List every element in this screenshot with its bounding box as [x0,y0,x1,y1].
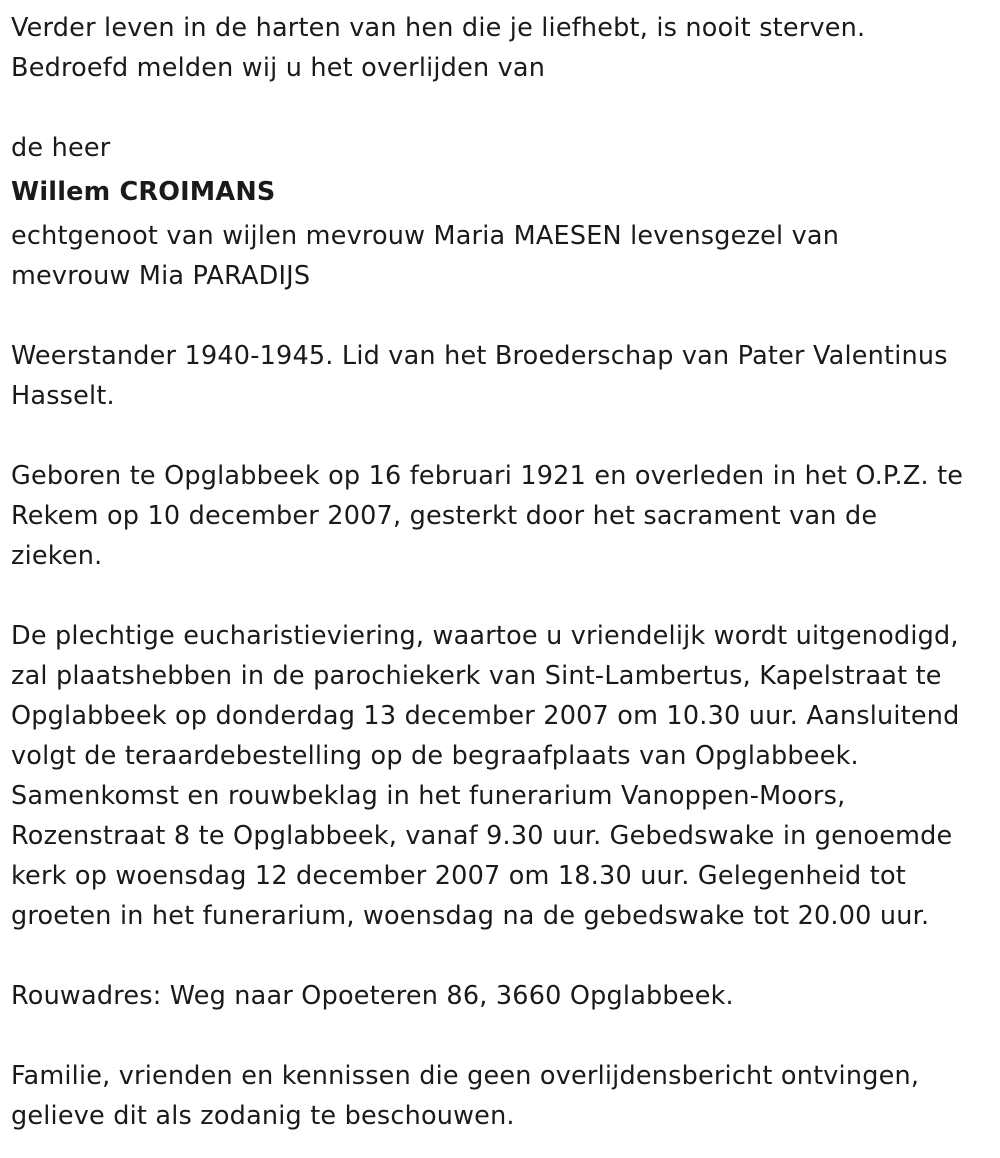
memberships-line: Weerstander 1940-1945. Lid van het Broederschap van Pater Valentinus [11,341,948,371]
spacer [11,576,996,616]
spacer [11,936,996,976]
ceremony-line: volgt de teraardebestelling op de begraafplaats van Opglabbeek. [11,741,859,771]
memberships-line: Hasselt. [11,381,115,411]
birth-death-line: Geboren te Opglabbeek op 16 februari 1921 en overleden in het O.P.Z. te [11,461,964,491]
spacer [11,88,996,128]
birth-death-line: Rekem op 10 december 2007, gesterkt door het sacrament van de [11,501,878,531]
announcement-line: Bedroefd melden wij u het overlijden van [11,53,546,83]
ceremony-paragraph [11,616,996,936]
deceased-name-text: Willem CROIMANS [11,177,276,207]
spacer [11,296,996,336]
ceremony-line: Rozenstraat 8 te Opglabbeek, vanaf 9.30 uur. Gebedswake in genoemde [11,821,953,851]
closing-line: gelieve dit als zodanig te beschouwen. [11,1101,515,1131]
address-paragraph [11,976,996,1016]
ceremony-line: Opglabbeek op donderdag 13 december 2007 om 10.30 uur. Aansluitend [11,701,960,731]
closing-line: Familie, vrienden en kennissen die geen overlijdensbericht ontvingen, [11,1061,920,1091]
motto-line: Verder leven in de harten van hen die je liefhebt, is nooit sterven. [11,13,866,43]
ceremony-line: Samenkomst en rouwbeklag in het funerarium Vanoppen-Moors, [11,781,846,811]
birth-death-paragraph [11,456,996,576]
salutation-text: de heer [11,133,111,163]
spacer [11,1016,996,1056]
ceremony-line: zal plaatshebben in de parochiekerk van Sint-Lambertus, Kapelstraat te [11,661,942,691]
relations-line: echtgenoot van wijlen mevrouw Maria MAESEN levensgezel van [11,221,840,251]
address-line: Rouwadres: Weg naar Opoeteren 86, 3660 Opglabbeek. [11,981,734,1011]
relations-line: mevrouw Mia PARADIJS [11,261,311,291]
salutation [11,128,996,168]
motto-paragraph [11,8,996,88]
spacer [11,416,996,456]
birth-death-line: zieken. [11,541,103,571]
memberships-paragraph [11,336,996,416]
deceased-name [11,168,996,216]
ceremony-line: kerk op woensdag 12 december 2007 om 18.30 uur. Gelegenheid tot [11,861,906,891]
ceremony-line: De plechtige eucharistieviering, waartoe u vriendelijk wordt uitgenodigd, [11,621,959,651]
ceremony-line: groeten in het funerarium, woensdag na de gebedswake tot 20.00 uur. [11,901,930,931]
closing-paragraph [11,1056,996,1136]
relations-paragraph [11,216,996,296]
